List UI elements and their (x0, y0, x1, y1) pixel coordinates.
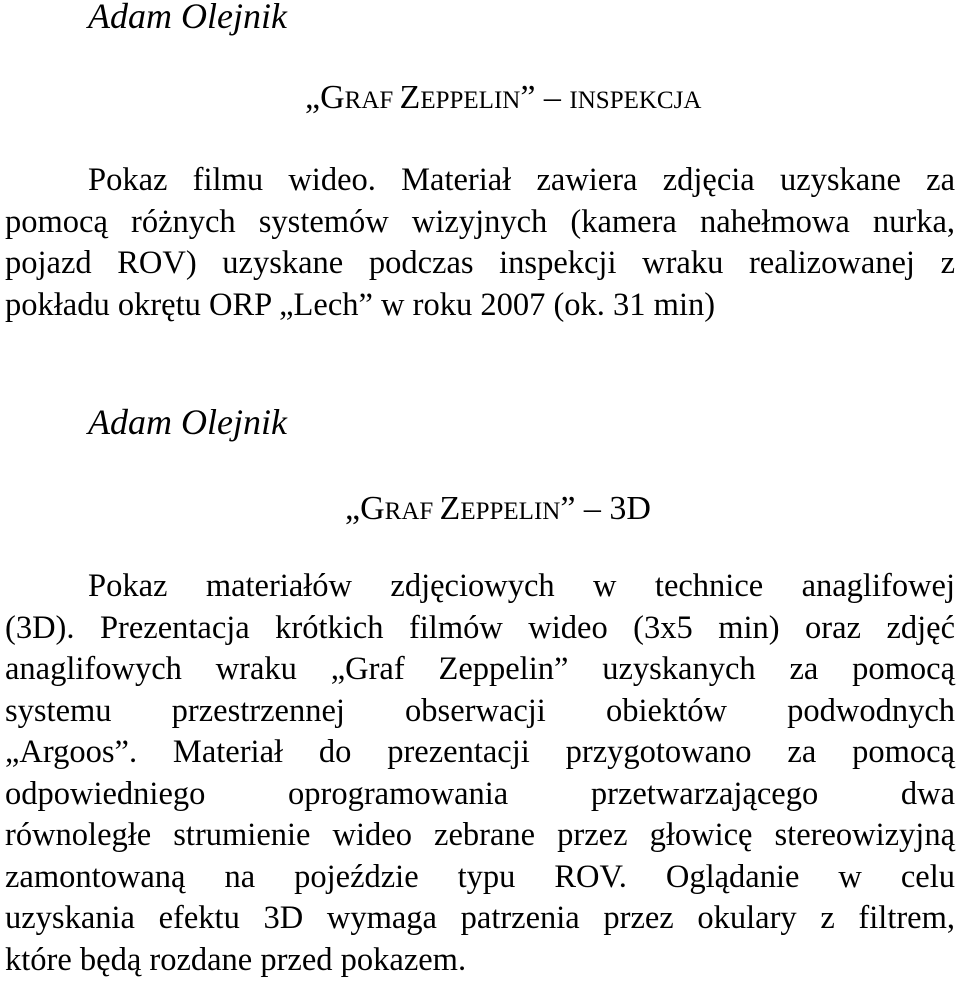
paragraph-line: uzyskania efektu 3D wymaga patrzenia przez okulary z filtrem, (5, 900, 955, 936)
title-open-quote: „ (305, 79, 321, 116)
title-open-quote: „ (345, 490, 361, 527)
title-suffix: 3D (609, 490, 651, 527)
paragraph-line: które będą rozdane przed pokazem. (5, 941, 467, 978)
paragraph-line: odpowiedniego oprogramowania przetwarzającego dwa (5, 775, 955, 812)
paragraph-line: pokładu okrętu ORP „Lech” w roku 2007 (ok. 31 min) (5, 286, 716, 323)
title-initial-g: G (360, 490, 385, 527)
title-initial-z: Z (399, 79, 421, 116)
title-initial-g: G (320, 79, 345, 116)
title-small-caps-raf: RAF (384, 498, 440, 525)
paragraph-line: pojazd ROV) uzyskane podczas inspekcji wraku realizowanej z (5, 245, 955, 281)
author-name: Adam Olejnik (88, 402, 287, 442)
title-small-caps-raf: RAF (344, 87, 400, 114)
title-suffix: INSPEKCJA (569, 87, 702, 114)
paragraph-line: (3D). Prezentacja krótkich filmów wideo (3x5 min) oraz zdjęć (5, 609, 955, 646)
title-dash: – (535, 79, 570, 116)
paragraph-line: systemu przestrzennej obserwacji obiektów podwodnych (5, 692, 955, 729)
title-small-caps-eppelin: EPPELIN (460, 498, 561, 525)
description-paragraph (5, 159, 955, 325)
section-title (305, 78, 701, 121)
author-name: Adam Olejnik (88, 0, 287, 36)
description-paragraph (5, 565, 955, 980)
title-dash: – (575, 490, 610, 527)
paragraph-line: „Argoos”. Materiał do prezentacji przygotowano za pomocą (5, 734, 955, 770)
paragraph-line: równoległe strumienie wideo zebrane przez głowicę stereowizyjną (5, 817, 955, 853)
paragraph-line: zamontowaną na pojeździe typu ROV. Oglądanie w celu (5, 858, 955, 895)
title-close-quote: ” (560, 490, 576, 527)
paragraph-line: pomocą różnych systemów wizyjnych (kamera nahełmowa nurka, (5, 203, 955, 240)
paragraph-line: anaglifowych wraku „Graf Zeppelin” uzyskanych za pomocą (5, 651, 955, 687)
paragraph-line: Pokaz materiałów zdjęciowych w technice anaglifowej (88, 568, 955, 604)
title-small-caps-eppelin: EPPELIN (420, 87, 521, 114)
paragraph-line: Pokaz filmu wideo. Materiał zawiera zdjęcia uzyskane za (88, 162, 955, 198)
title-initial-z: Z (439, 490, 461, 527)
title-close-quote: ” (520, 79, 536, 116)
section-title (345, 489, 651, 532)
